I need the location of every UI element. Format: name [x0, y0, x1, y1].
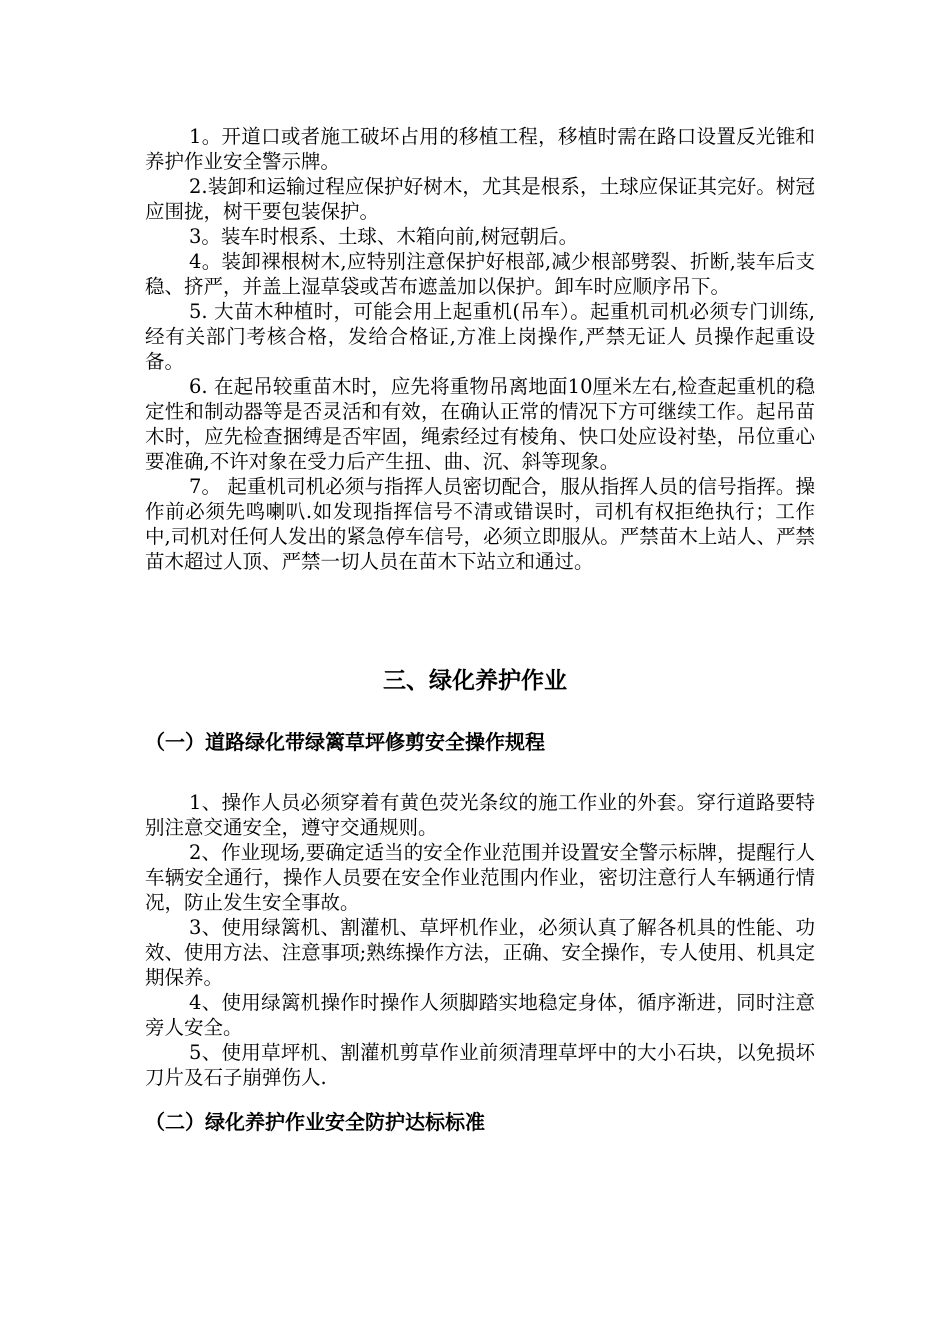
rule-paragraph: 2.装卸和运输过程应保护好树木，尤其是根系，土球应保证其完好。树冠应围拢，树干要包装保护。	[145, 175, 815, 223]
rule-paragraph: 1。开道口或者施工破坏占用的移植工程，移植时需在路口设置反光锥和养护作业安全警示牌。	[145, 125, 815, 173]
rule-paragraph: 3、使用绿篱机、割灌机、草坪机作业，必须认真了解各机具的性能、功效、使用方法、注意事项;熟练操作方法，正确、安全操作，专人使用、机具定期保养。	[145, 916, 815, 989]
hedge-lawn-trimming-rules	[145, 790, 815, 1090]
rule-paragraph: 4。装卸裸根树木,应特别注意保护好根部,减少根部劈裂、折断,装车后支稳、挤严，并盖上湿草袋或苫布遮盖加以保护。卸车时应顺序吊下。	[145, 250, 815, 298]
transplant-safety-rules	[145, 124, 815, 574]
rule-paragraph: 3。装车时根系、土球、木箱向前,树冠朝后。	[189, 225, 579, 248]
section-heading: 三、绿化养护作业	[383, 668, 567, 694]
rule-paragraph: 6. 在起吊较重苗木时，应先将重物吊离地面10厘米左右,检查起重机的稳定性和制动器等是否灵活和有效，在确认正常的情况下方可继续工作。起吊苗木时，应先检查捆缚是否牢固，绳索经过有棱角、快口处应设衬垫，吊位重心要准确,不许对象在受力后产生扭、曲、沉、斜等现象。	[145, 375, 815, 473]
rule-paragraph: 1、操作人员必须穿着有黄色荧光条纹的施工作业的外套。穿行道路要特别注意交通安全，遵守交通规则。	[145, 791, 815, 839]
rule-paragraph: 5、使用草坪机、割灌机剪草作业前须清理草坪中的大小石块，以免损坏刀片及石子崩弹伤人.	[145, 1041, 815, 1089]
subsection-heading: （一）道路绿化带绿篱草坪修剪安全操作规程	[145, 730, 545, 754]
rule-paragraph: 7。 起重机司机必须与指挥人员密切配合，服从指挥人员的信号指挥。操作前必须先鸣喇叭.如发现指挥信号不清或错误时，司机有权拒绝执行；工作中,司机对任何人发出的紧急停车信号，必须立即服从。严禁苗木上站人、严禁苗木超过人顶、严禁一切人员在苗木下站立和通过。	[145, 475, 815, 573]
rule-paragraph: 2、作业现场,要确定适当的安全作业范围并设置安全警示标牌，提醒行人车辆安全通行，操作人员要在安全作业范围内作业，密切注意行人车辆通行情况，防止发生安全事故。	[145, 841, 815, 914]
rule-paragraph: 5. 大苗木种植时，可能会用上起重机(吊车）。起重机司机必须专门训练,经有关部门考核合格，发给合格证,方准上岗操作,严禁无证人 员操作起重设备。	[145, 300, 815, 373]
rule-paragraph: 4、使用绿篱机操作时操作人须脚踏实地稳定身体，循序渐进，同时注意旁人安全。	[145, 991, 815, 1039]
subsection-heading: （二）绿化养护作业安全防护达标标准	[145, 1110, 485, 1134]
